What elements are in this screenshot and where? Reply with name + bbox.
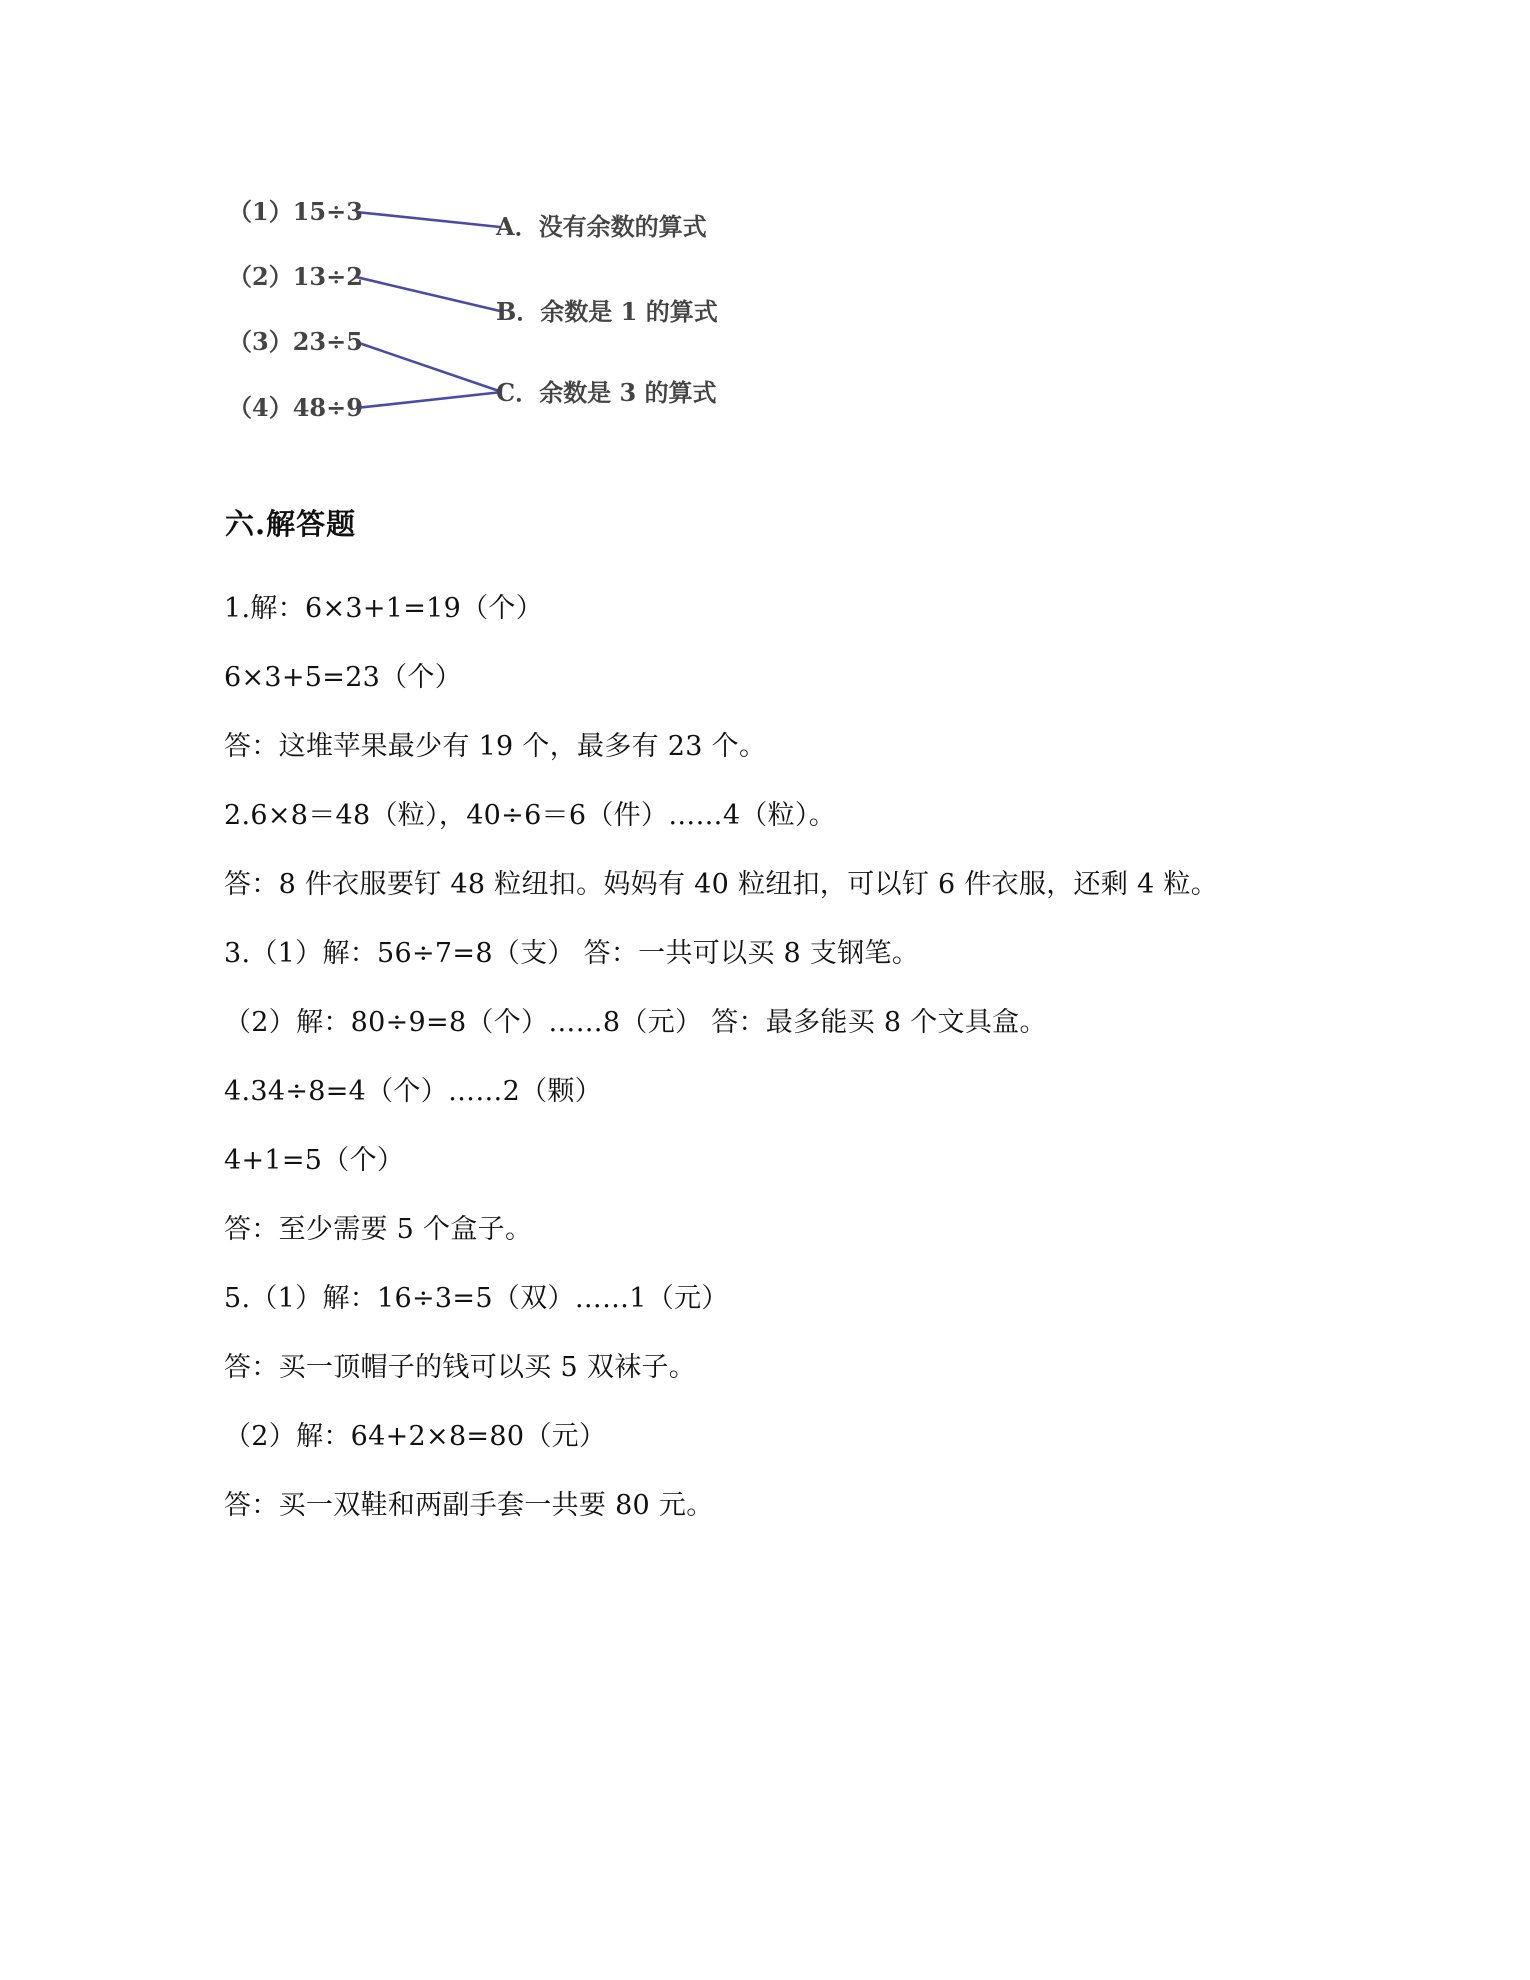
right-item-A: A．没有余数的算式 [496,212,707,241]
left-item-4: （4）48÷9 [228,393,363,422]
left-item-1: （1）15÷3 [228,197,363,226]
answer-line-2: 6×3+5=23（个） [224,662,463,693]
answer-line-7: （2）解：80÷9=8（个）……8（元） 答：最多能买 8 个文具盒。 [224,1007,1047,1038]
matching-diagram [228,182,768,432]
answer-line-1: 1.解：6×3+1=19（个） [224,593,544,624]
answer-line-3: 答：这堆苹果最少有 19 个，最多有 23 个。 [224,731,767,762]
answer-line-11: 5.（1）解：16÷3=5（双）……1（元） [224,1283,729,1314]
left-item-2: （2）13÷2 [228,262,363,291]
answer-line-10: 答：至少需要 5 个盒子。 [224,1214,533,1245]
right-item-B: B．余数是 1 的算式 [496,297,718,326]
section-title: 六.解答题 [225,507,357,541]
connection-line-4-C [356,392,502,408]
answer-line-9: 4+1=5（个） [224,1145,405,1176]
answer-line-13: （2）解：64+2×8=80（元） [224,1421,607,1452]
answer-line-14: 答：买一双鞋和两副手套一共要 80 元。 [224,1490,714,1521]
right-item-C: C．余数是 3 的算式 [496,378,717,407]
answer-line-5: 答：8 件衣服要钉 48 粒纽扣。妈妈有 40 粒纽扣，可以钉 6 件衣服，还剩 4 粒。 [224,869,1218,900]
answer-line-6: 3.（1）解：56÷7=8（支） 答：一共可以买 8 支钢笔。 [224,938,920,969]
left-item-3: （3）23÷5 [228,327,363,356]
connection-line-1-A [356,212,500,227]
answer-line-8: 4.34÷8=4（个）……2（颗） [224,1076,602,1107]
matching-diagram-svg [228,182,768,432]
answer-line-12: 答：买一顶帽子的钱可以买 5 双袜子。 [224,1352,697,1383]
connection-line-2-B [356,277,500,311]
connection-line-3-C [356,342,502,392]
answer-line-4: 2.6×8＝48（粒），40÷6＝6（件）……4（粒）。 [224,800,837,831]
